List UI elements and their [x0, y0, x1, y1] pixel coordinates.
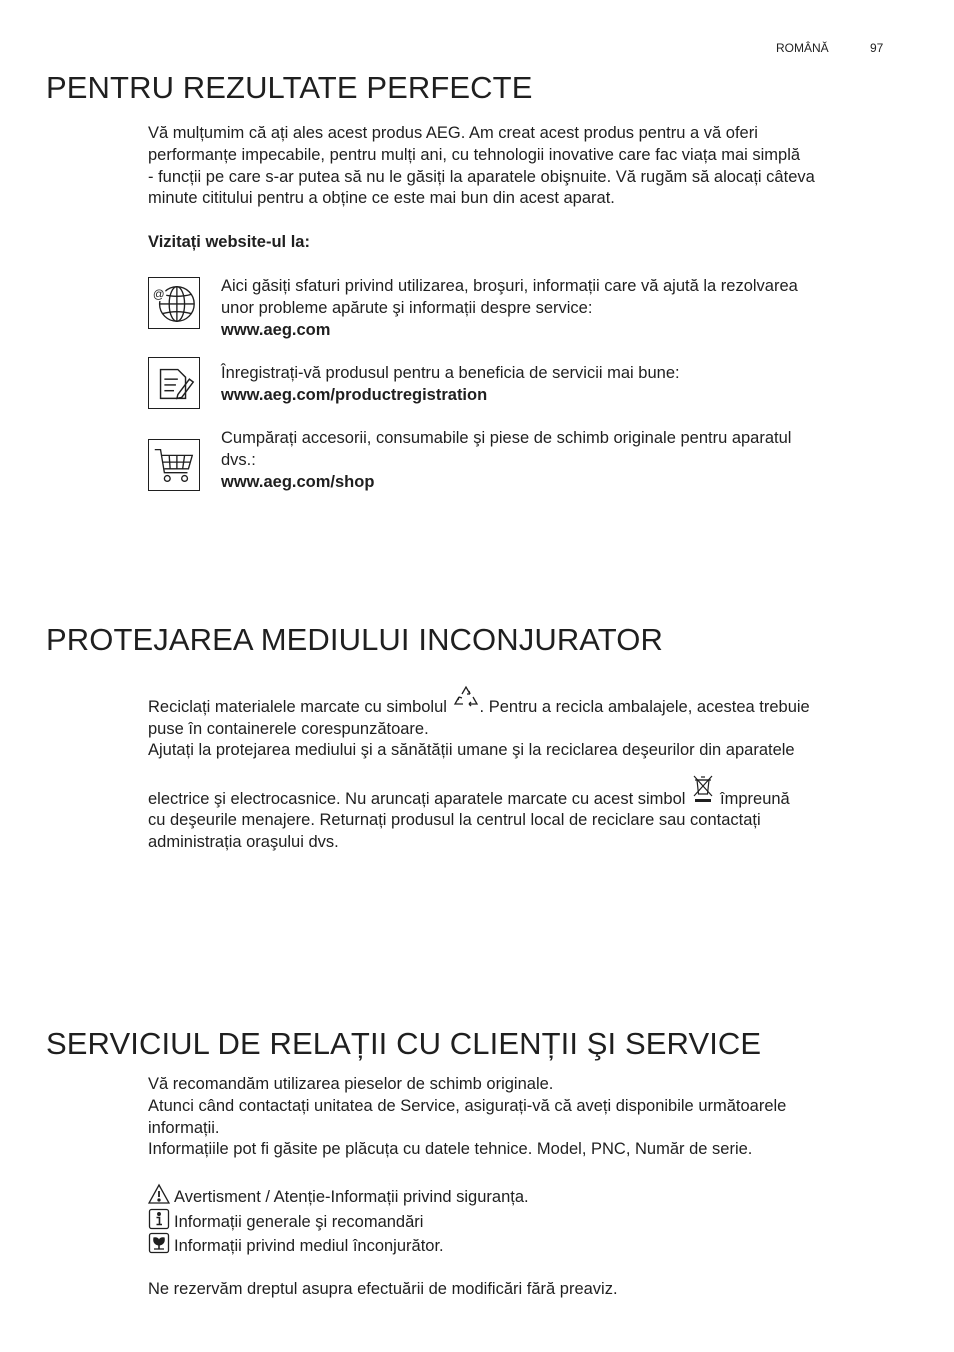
env-line-4-start: electrice şi electrocasnice. Nu aruncați aparatele marcate cu acest simbol [148, 789, 686, 808]
env-line-5: cu deşeurile menajere. Returnați produsul la centrul local de reciclare sau contactați [148, 811, 761, 829]
page-number: 97 [870, 41, 884, 55]
intro-paragraph [148, 123, 888, 210]
footer-note: Ne rezervăm dreptul asupra efectuării de modificări fără preaviz. [148, 1280, 618, 1298]
legend-warning [148, 1183, 529, 1208]
section-title-perfect-results: PENTRU REZULTATE PERFECTE [46, 70, 533, 105]
shopping-cart-icon [148, 439, 200, 491]
legend-environment-text: Informații privind mediul înconjurător. [174, 1237, 444, 1255]
info-icon [148, 1208, 170, 1230]
link-aeg-com[interactable]: www.aeg.com [221, 320, 331, 339]
registration-document-icon [148, 357, 200, 409]
svg-text:@: @ [152, 289, 165, 302]
service-line: Vă recomandăm utilizarea pieselor de schimb originale. [148, 1075, 554, 1093]
legend-info-text: Informații generale şi recomandări [174, 1213, 424, 1231]
intro-line: Vă mulțumim că ați ales acest produs AEG. Am creat acest produs pentru a vă oferi [148, 124, 758, 142]
service-line: Informațiile pot fi găsite pe plăcuța cu datele tehnice. Model, PNC, Număr de serie. [148, 1140, 753, 1159]
env-line-4 [148, 774, 888, 811]
legend-environment [148, 1232, 444, 1257]
env-line-3: Ajutați la protejarea mediului şi a sănătății umane şi la reciclarea deşeurilor din aparatele [148, 741, 795, 759]
legend-info [148, 1208, 423, 1233]
warning-triangle-icon [148, 1183, 170, 1205]
environment-leaf-icon [148, 1232, 170, 1254]
service-line: Atunci când contactați unitatea de Service, asigurați-vă că aveți disponibile următoarele [148, 1096, 787, 1115]
website-item-registration [221, 363, 881, 407]
item-line: unor probleme apărute şi informații despre service: [221, 298, 593, 317]
language-label: ROMÂNĂ [776, 41, 829, 55]
item-line: Înregistrați-vă produsul pentru a beneficia de servicii mai bune: [221, 364, 680, 382]
env-line-2: puse în containerele corespunzătoare. [148, 719, 429, 738]
globe-at-icon [148, 277, 200, 329]
env-line-4-end: împreună [720, 789, 790, 808]
service-line: informații. [148, 1118, 220, 1137]
env-line-1 [148, 684, 888, 719]
website-item-info [221, 276, 881, 341]
env-line-6: administrația oraşului dvs. [148, 832, 339, 851]
visit-website-label: Vizitați website-ul la: [148, 233, 310, 251]
legend-warning-text: Avertisment / Atenție-Informații privind siguranța. [174, 1188, 529, 1206]
link-product-registration[interactable]: www.aeg.com/productregistration [221, 385, 488, 404]
crossed-bin-icon [692, 774, 714, 804]
service-paragraph [148, 1074, 888, 1161]
item-line: dvs.: [221, 450, 256, 469]
intro-line: - funcții pe care s-ar putea să nu le găsiți la aparatele obişnuite. Vă rugăm să alocați câteva [148, 167, 815, 186]
intro-line: performanțe impecabile, pentru mulți ani, cu tehnologii inovative care fac viața mai simplă [148, 145, 801, 164]
item-line: Cumpărați accesorii, consumabile şi piese de schimb originale pentru aparatul [221, 429, 792, 447]
link-aeg-shop[interactable]: www.aeg.com/shop [221, 472, 375, 491]
intro-line: minute cititului pentru a obține ce este mai bun din acest aparat. [148, 189, 615, 208]
environment-paragraph [148, 672, 888, 853]
website-item-shop [221, 428, 881, 493]
section-title-customer-service: SERVICIUL DE RELAȚII CU CLIENȚII ŞI SERVICE [46, 1026, 762, 1061]
env-line-1-end: . Pentru a recicla ambalajele, acestea trebuie [479, 698, 810, 716]
env-line-1-start: Reciclați materialele marcate cu simbolul [148, 698, 447, 716]
section-title-environment: PROTEJAREA MEDIULUI INCONJURATOR [46, 622, 663, 657]
item-line: Aici găsiți sfaturi privind utilizarea, broşuri, informații care vă ajută la rezolvarea [221, 277, 798, 295]
recycle-icon [452, 684, 480, 712]
